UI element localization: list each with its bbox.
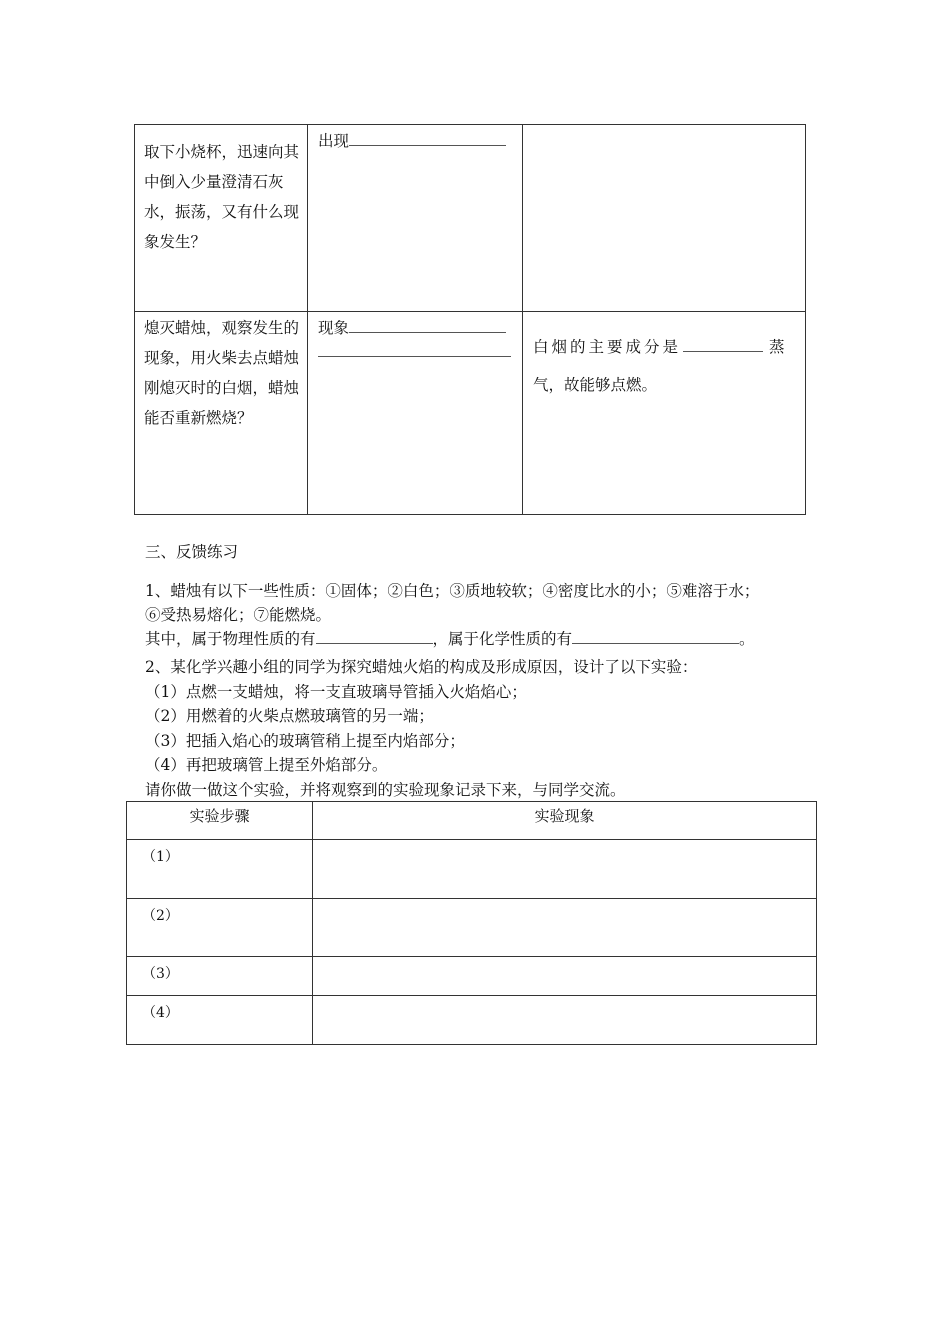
table-row xyxy=(135,125,806,312)
observation-prefix: 现象 xyxy=(318,319,350,337)
conclusion-cell xyxy=(523,125,806,312)
observation-table xyxy=(134,124,806,515)
question-1-line-3 xyxy=(145,627,810,651)
table-row xyxy=(135,312,806,515)
question-1-line-1: 1、蜡烛有以下一些性质：①固体；②白色；③质地较软；④密度比水的小；⑤难溶于水； xyxy=(145,582,760,600)
step-cell xyxy=(135,312,308,515)
table-row xyxy=(127,899,817,957)
header-steps: 实验步骤 xyxy=(127,802,313,840)
table-header-row xyxy=(127,802,817,840)
table-row xyxy=(127,957,817,996)
table-row xyxy=(127,840,817,899)
observation-prefix: 出现 xyxy=(318,132,350,150)
step-text: 熄灭蜡烛，观察发生的现象，用火柴去点蜡烛刚熄灭时的白烟，蜡烛能否重新燃烧？ xyxy=(144,319,300,427)
question-1-line-2: ⑥受热易熔化；⑦能燃烧。 xyxy=(145,606,332,624)
phenomenon-cell[interactable] xyxy=(313,996,817,1045)
step-cell xyxy=(135,125,308,312)
observation-cell xyxy=(308,125,523,312)
experiment-table xyxy=(126,801,817,1045)
answer-blank[interactable] xyxy=(683,337,763,352)
phenomenon-cell[interactable] xyxy=(313,899,817,957)
question-2-request: 请你做一做这个实验，并将观察到的实验现象记录下来，与同学交流。 xyxy=(145,781,626,799)
table-row xyxy=(127,996,817,1045)
section-title: 三、反馈练习 xyxy=(145,543,239,561)
conclusion-text: 气，故能够点燃。 xyxy=(533,376,658,394)
q1-text: ，属于化学性质的有 xyxy=(432,630,573,648)
answer-blank[interactable] xyxy=(349,131,506,146)
step-label: （2） xyxy=(127,899,313,957)
header-phenomena: 实验现象 xyxy=(313,802,817,840)
step-text: 取下小烧杯，迅速向其中倒入少量澄清石灰水，振荡，又有什么现象发生？ xyxy=(144,143,300,251)
question-2-step: （2）用燃着的火柴点燃玻璃管的另一端； xyxy=(145,707,434,725)
answer-blank[interactable] xyxy=(572,629,739,644)
question-2-step: （4）再把玻璃管上提至外焰部分。 xyxy=(145,756,388,774)
question-2-step: （1）点燃一支蜡烛，将一支直玻璃导管插入火焰焰心； xyxy=(145,683,527,701)
conclusion-text: 白烟的主要成分是 xyxy=(533,338,682,356)
phenomenon-cell[interactable] xyxy=(313,840,817,899)
step-label: （3） xyxy=(127,957,313,996)
q1-text: 。 xyxy=(739,630,755,648)
question-2-step: （3）把插入焰心的玻璃管稍上提至内焰部分； xyxy=(145,732,465,750)
question-2-intro: 2、某化学兴趣小组的同学为探究蜡烛火焰的构成及形成原因，设计了以下实验： xyxy=(145,658,698,676)
conclusion-cell xyxy=(523,312,806,515)
phenomenon-cell[interactable] xyxy=(313,957,817,996)
answer-blank[interactable] xyxy=(349,318,506,333)
answer-blank[interactable] xyxy=(316,629,433,644)
step-label: （1） xyxy=(127,840,313,899)
conclusion-text: 蒸 xyxy=(769,338,785,356)
q1-text: 其中，属于物理性质的有 xyxy=(145,630,316,648)
observation-cell xyxy=(308,312,523,515)
step-label: （4） xyxy=(127,996,313,1045)
answer-blank[interactable] xyxy=(318,342,511,357)
